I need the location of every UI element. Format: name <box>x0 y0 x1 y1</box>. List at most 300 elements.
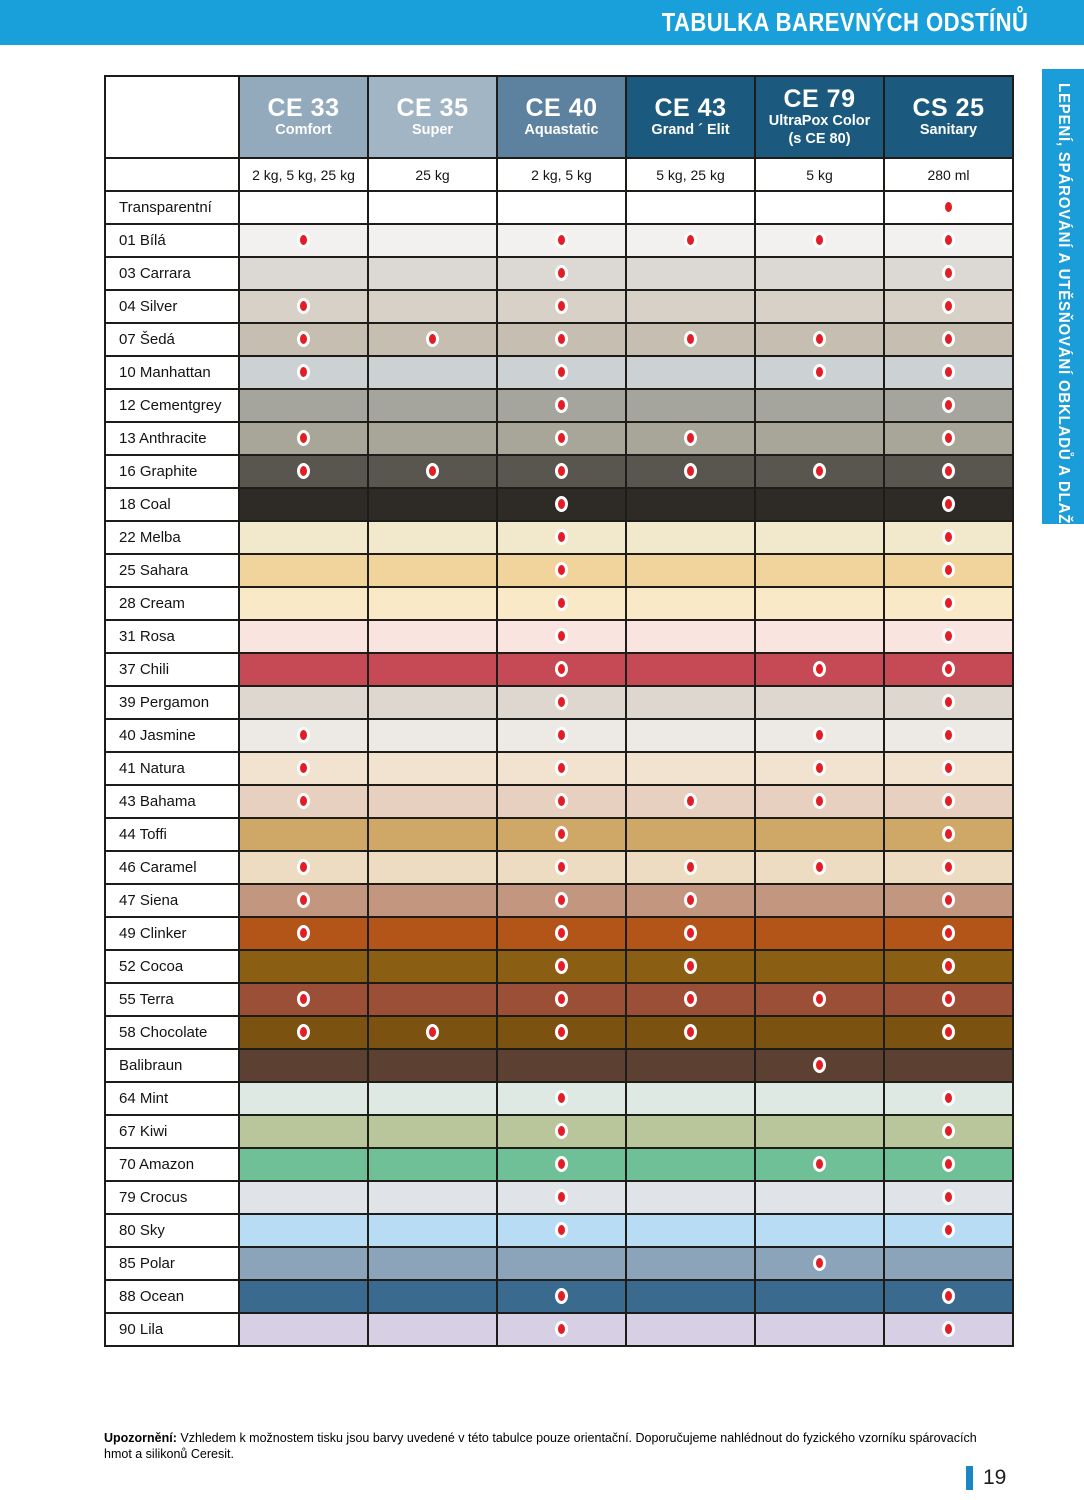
availability-cell <box>884 884 1013 917</box>
availability-cell <box>755 917 884 950</box>
availability-cell <box>368 422 497 455</box>
product-subtitle: Comfort <box>275 122 332 139</box>
availability-dot-icon <box>942 199 955 215</box>
availability-cell <box>755 323 884 356</box>
row-label: 44 Toffi <box>105 818 239 851</box>
availability-dot-icon <box>684 1024 697 1040</box>
color-row <box>105 1082 1013 1115</box>
availability-cell <box>239 290 368 323</box>
availability-cell <box>239 1247 368 1280</box>
availability-dot-icon <box>555 430 568 446</box>
availability-cell <box>497 884 626 917</box>
row-label: 49 Clinker <box>105 917 239 950</box>
availability-dot-icon <box>555 628 568 644</box>
availability-dot-icon <box>555 1090 568 1106</box>
availability-cell <box>626 818 755 851</box>
availability-dot-icon <box>297 793 310 809</box>
availability-dot-icon <box>942 562 955 578</box>
availability-cell <box>368 1115 497 1148</box>
availability-dot-icon <box>555 694 568 710</box>
color-row <box>105 422 1013 455</box>
color-row <box>105 389 1013 422</box>
availability-cell <box>368 884 497 917</box>
availability-cell <box>755 455 884 488</box>
row-label: 64 Mint <box>105 1082 239 1115</box>
availability-cell <box>239 1049 368 1082</box>
color-row <box>105 1115 1013 1148</box>
availability-cell <box>239 818 368 851</box>
availability-dot-icon <box>942 496 955 512</box>
availability-dot-icon <box>942 1288 955 1304</box>
availability-cell <box>497 1049 626 1082</box>
availability-dot-icon <box>555 661 568 677</box>
availability-cell <box>884 554 1013 587</box>
availability-cell <box>368 1148 497 1181</box>
availability-cell <box>497 1214 626 1247</box>
row-label: 13 Anthracite <box>105 422 239 455</box>
availability-cell <box>626 983 755 1016</box>
availability-cell <box>239 257 368 290</box>
availability-cell <box>626 851 755 884</box>
row-label: 46 Caramel <box>105 851 239 884</box>
availability-cell <box>884 653 1013 686</box>
availability-dot-icon <box>555 1321 568 1337</box>
availability-dot-icon <box>942 859 955 875</box>
availability-dot-icon <box>942 694 955 710</box>
footnote-text: Vzhledem k možnostem tisku jsou barvy uvedené v této tabulce pouze orientační. Doporučujeme nahlédnout do fyzického vzorníku spárovacích hmot a silikonů Ceresit. <box>104 1431 977 1462</box>
availability-cell <box>239 653 368 686</box>
availability-dot-icon <box>813 364 826 380</box>
availability-cell <box>626 1313 755 1346</box>
availability-cell <box>755 1181 884 1214</box>
availability-cell <box>755 587 884 620</box>
availability-cell <box>368 224 497 257</box>
availability-dot-icon <box>942 661 955 677</box>
availability-cell <box>368 752 497 785</box>
availability-cell <box>368 290 497 323</box>
availability-cell <box>884 785 1013 818</box>
availability-cell <box>497 323 626 356</box>
availability-cell <box>626 752 755 785</box>
availability-dot-icon <box>555 826 568 842</box>
color-row <box>105 554 1013 587</box>
availability-cell <box>368 521 497 554</box>
color-row <box>105 950 1013 983</box>
availability-cell <box>239 422 368 455</box>
row-label: 40 Jasmine <box>105 719 239 752</box>
availability-dot-icon <box>555 562 568 578</box>
availability-dot-icon <box>555 232 568 248</box>
availability-cell <box>626 1016 755 1049</box>
package-size-cell: 2 kg, 5 kg <box>497 158 626 191</box>
availability-cell <box>368 356 497 389</box>
availability-dot-icon <box>555 859 568 875</box>
product-code: CE 43 <box>654 93 727 122</box>
row-label: 80 Sky <box>105 1214 239 1247</box>
availability-cell <box>626 191 755 224</box>
availability-dot-icon <box>942 892 955 908</box>
availability-dot-icon <box>942 793 955 809</box>
availability-cell <box>497 587 626 620</box>
availability-dot-icon <box>942 958 955 974</box>
availability-cell <box>755 686 884 719</box>
row-label: 01 Bílá <box>105 224 239 257</box>
availability-cell <box>239 1280 368 1313</box>
availability-dot-icon <box>555 397 568 413</box>
availability-cell <box>239 455 368 488</box>
availability-dot-icon <box>555 892 568 908</box>
availability-dot-icon <box>942 364 955 380</box>
color-row <box>105 884 1013 917</box>
color-row <box>105 191 1013 224</box>
color-row <box>105 1016 1013 1049</box>
availability-cell <box>884 455 1013 488</box>
product-code: CE 40 <box>525 93 598 122</box>
availability-cell <box>368 1313 497 1346</box>
availability-dot-icon <box>297 463 310 479</box>
availability-cell <box>239 191 368 224</box>
row-label: 88 Ocean <box>105 1280 239 1313</box>
availability-cell <box>239 884 368 917</box>
availability-cell <box>239 389 368 422</box>
availability-cell <box>497 719 626 752</box>
sizes-empty-cell <box>105 158 239 191</box>
availability-dot-icon <box>942 529 955 545</box>
color-row <box>105 653 1013 686</box>
availability-dot-icon <box>297 892 310 908</box>
availability-cell <box>368 191 497 224</box>
availability-cell <box>239 983 368 1016</box>
availability-cell <box>239 224 368 257</box>
row-label: 07 Šedá <box>105 323 239 356</box>
availability-dot-icon <box>942 925 955 941</box>
availability-cell <box>239 719 368 752</box>
color-row <box>105 488 1013 521</box>
package-size-cell: 5 kg, 25 kg <box>626 158 755 191</box>
availability-cell <box>626 1115 755 1148</box>
availability-dot-icon <box>942 760 955 776</box>
availability-cell <box>626 785 755 818</box>
availability-dot-icon <box>555 1288 568 1304</box>
availability-cell <box>884 983 1013 1016</box>
availability-dot-icon <box>297 727 310 743</box>
product-code: CE 33 <box>267 93 340 122</box>
availability-cell <box>368 488 497 521</box>
availability-dot-icon <box>813 1057 826 1073</box>
availability-cell <box>755 1082 884 1115</box>
availability-dot-icon <box>942 430 955 446</box>
availability-cell <box>368 1016 497 1049</box>
color-row <box>105 983 1013 1016</box>
availability-cell <box>239 323 368 356</box>
availability-cell <box>497 1247 626 1280</box>
availability-dot-icon <box>555 364 568 380</box>
availability-cell <box>239 1313 368 1346</box>
color-row <box>105 224 1013 257</box>
availability-dot-icon <box>297 925 310 941</box>
availability-dot-icon <box>942 1123 955 1139</box>
availability-cell <box>755 1148 884 1181</box>
availability-dot-icon <box>942 991 955 1007</box>
availability-cell <box>239 1181 368 1214</box>
availability-cell <box>755 1280 884 1313</box>
color-row <box>105 521 1013 554</box>
availability-dot-icon <box>813 793 826 809</box>
availability-cell <box>239 1016 368 1049</box>
availability-cell <box>368 818 497 851</box>
availability-cell <box>884 1016 1013 1049</box>
availability-cell <box>368 1247 497 1280</box>
availability-cell <box>626 587 755 620</box>
availability-dot-icon <box>942 1090 955 1106</box>
page-title: TABULKA BAREVNÝCH ODSTÍNŮ <box>661 7 1028 37</box>
availability-dot-icon <box>297 232 310 248</box>
availability-dot-icon <box>942 628 955 644</box>
availability-cell <box>368 785 497 818</box>
availability-cell <box>626 422 755 455</box>
availability-cell <box>626 1280 755 1313</box>
availability-dot-icon <box>297 859 310 875</box>
availability-cell <box>368 950 497 983</box>
availability-dot-icon <box>555 331 568 347</box>
row-label: 41 Natura <box>105 752 239 785</box>
color-row <box>105 851 1013 884</box>
availability-cell <box>368 653 497 686</box>
availability-cell <box>884 323 1013 356</box>
availability-cell <box>626 323 755 356</box>
package-sizes-row <box>105 158 1013 191</box>
availability-dot-icon <box>297 331 310 347</box>
availability-cell <box>755 818 884 851</box>
availability-cell <box>884 851 1013 884</box>
availability-dot-icon <box>813 991 826 1007</box>
availability-cell <box>884 1313 1013 1346</box>
availability-cell <box>497 554 626 587</box>
availability-cell <box>755 851 884 884</box>
row-label: 31 Rosa <box>105 620 239 653</box>
availability-cell <box>368 851 497 884</box>
availability-cell <box>755 884 884 917</box>
availability-dot-icon <box>555 496 568 512</box>
availability-dot-icon <box>942 1156 955 1172</box>
row-label: Transparentní <box>105 191 239 224</box>
color-row <box>105 818 1013 851</box>
availability-dot-icon <box>813 232 826 248</box>
availability-dot-icon <box>942 397 955 413</box>
row-label: 90 Lila <box>105 1313 239 1346</box>
availability-cell <box>755 1247 884 1280</box>
row-label: 79 Crocus <box>105 1181 239 1214</box>
row-label: 55 Terra <box>105 983 239 1016</box>
availability-cell <box>755 1016 884 1049</box>
footnote-label: Upozornění: <box>104 1431 177 1445</box>
availability-cell <box>239 488 368 521</box>
availability-cell <box>755 1313 884 1346</box>
availability-dot-icon <box>555 1156 568 1172</box>
availability-dot-icon <box>813 1156 826 1172</box>
footnote <box>104 1430 1004 1463</box>
package-size-cell: 280 ml <box>884 158 1013 191</box>
availability-cell <box>884 1115 1013 1148</box>
availability-cell <box>368 719 497 752</box>
availability-cell <box>626 1247 755 1280</box>
availability-cell <box>497 752 626 785</box>
color-row <box>105 1280 1013 1313</box>
availability-cell <box>884 950 1013 983</box>
row-label: 10 Manhattan <box>105 356 239 389</box>
availability-dot-icon <box>813 661 826 677</box>
availability-cell <box>626 356 755 389</box>
availability-cell <box>755 257 884 290</box>
availability-cell <box>497 620 626 653</box>
product-subtitle: Sanitary <box>919 122 978 139</box>
product-subtitle: Super <box>411 122 454 139</box>
availability-cell <box>239 587 368 620</box>
availability-cell <box>239 686 368 719</box>
availability-cell <box>755 653 884 686</box>
availability-dot-icon <box>426 463 439 479</box>
availability-dot-icon <box>942 727 955 743</box>
availability-dot-icon <box>942 826 955 842</box>
availability-cell <box>755 1115 884 1148</box>
availability-cell <box>626 1181 755 1214</box>
availability-cell <box>884 290 1013 323</box>
availability-cell <box>626 290 755 323</box>
product-header-cs25 <box>884 76 1013 158</box>
color-row <box>105 1181 1013 1214</box>
availability-cell <box>239 1148 368 1181</box>
availability-dot-icon <box>555 760 568 776</box>
availability-dot-icon <box>297 298 310 314</box>
availability-cell <box>755 620 884 653</box>
availability-cell <box>755 554 884 587</box>
availability-cell <box>497 1115 626 1148</box>
availability-dot-icon <box>555 298 568 314</box>
availability-dot-icon <box>942 463 955 479</box>
availability-dot-icon <box>813 1255 826 1271</box>
availability-dot-icon <box>555 991 568 1007</box>
availability-cell <box>626 884 755 917</box>
availability-cell <box>626 686 755 719</box>
availability-cell <box>497 785 626 818</box>
availability-cell <box>884 224 1013 257</box>
availability-cell <box>497 1181 626 1214</box>
availability-dot-icon <box>555 529 568 545</box>
page-number: 19 <box>983 1466 1007 1489</box>
availability-cell <box>368 1214 497 1247</box>
product-header-ce79 <box>755 76 884 158</box>
availability-dot-icon <box>942 298 955 314</box>
availability-dot-icon <box>684 793 697 809</box>
availability-dot-icon <box>684 925 697 941</box>
availability-cell <box>497 224 626 257</box>
availability-cell <box>239 521 368 554</box>
availability-dot-icon <box>297 364 310 380</box>
availability-cell <box>497 950 626 983</box>
color-row <box>105 1247 1013 1280</box>
color-row <box>105 719 1013 752</box>
availability-cell <box>497 488 626 521</box>
availability-cell <box>626 950 755 983</box>
availability-cell <box>755 950 884 983</box>
availability-dot-icon <box>555 1189 568 1205</box>
color-shade-table <box>104 75 1014 1347</box>
availability-cell <box>239 356 368 389</box>
availability-dot-icon <box>813 331 826 347</box>
availability-cell <box>884 1214 1013 1247</box>
availability-cell <box>368 620 497 653</box>
availability-cell <box>497 191 626 224</box>
availability-dot-icon <box>426 1024 439 1040</box>
availability-cell <box>884 488 1013 521</box>
availability-cell <box>626 653 755 686</box>
availability-dot-icon <box>555 595 568 611</box>
color-row <box>105 587 1013 620</box>
availability-cell <box>497 356 626 389</box>
availability-dot-icon <box>942 331 955 347</box>
row-label: 16 Graphite <box>105 455 239 488</box>
product-subtitle: Grand ´ Elit <box>651 122 730 139</box>
availability-cell <box>239 752 368 785</box>
availability-cell <box>755 1049 884 1082</box>
availability-cell <box>626 719 755 752</box>
availability-cell <box>626 224 755 257</box>
product-header-ce33 <box>239 76 368 158</box>
availability-dot-icon <box>813 463 826 479</box>
color-row <box>105 1313 1013 1346</box>
product-header-ce35 <box>368 76 497 158</box>
availability-cell <box>755 488 884 521</box>
color-row <box>105 785 1013 818</box>
availability-cell <box>884 356 1013 389</box>
availability-cell <box>497 1082 626 1115</box>
availability-cell <box>755 224 884 257</box>
row-label: 52 Cocoa <box>105 950 239 983</box>
availability-cell <box>755 521 884 554</box>
availability-dot-icon <box>297 1024 310 1040</box>
availability-dot-icon <box>555 1123 568 1139</box>
availability-cell <box>239 620 368 653</box>
row-label: Balibraun <box>105 1049 239 1082</box>
page-number-block <box>966 1466 1006 1490</box>
availability-dot-icon <box>942 1321 955 1337</box>
row-label: 58 Chocolate <box>105 1016 239 1049</box>
color-row <box>105 356 1013 389</box>
row-label: 12 Cementgrey <box>105 389 239 422</box>
availability-cell <box>884 818 1013 851</box>
table-header-row <box>105 76 1013 158</box>
availability-cell <box>497 1313 626 1346</box>
availability-cell <box>368 323 497 356</box>
color-row <box>105 455 1013 488</box>
row-label: 04 Silver <box>105 290 239 323</box>
availability-cell <box>884 719 1013 752</box>
product-code: CE 35 <box>396 93 469 122</box>
availability-cell <box>497 1280 626 1313</box>
product-header-ce40 <box>497 76 626 158</box>
availability-dot-icon <box>813 859 826 875</box>
availability-cell <box>626 1049 755 1082</box>
availability-cell <box>368 1082 497 1115</box>
availability-cell <box>755 191 884 224</box>
availability-cell <box>239 950 368 983</box>
availability-cell <box>626 1082 755 1115</box>
product-subtitle-2: (s CE 80) <box>788 130 851 147</box>
availability-cell <box>755 719 884 752</box>
row-label: 39 Pergamon <box>105 686 239 719</box>
availability-cell <box>626 554 755 587</box>
availability-cell <box>626 455 755 488</box>
